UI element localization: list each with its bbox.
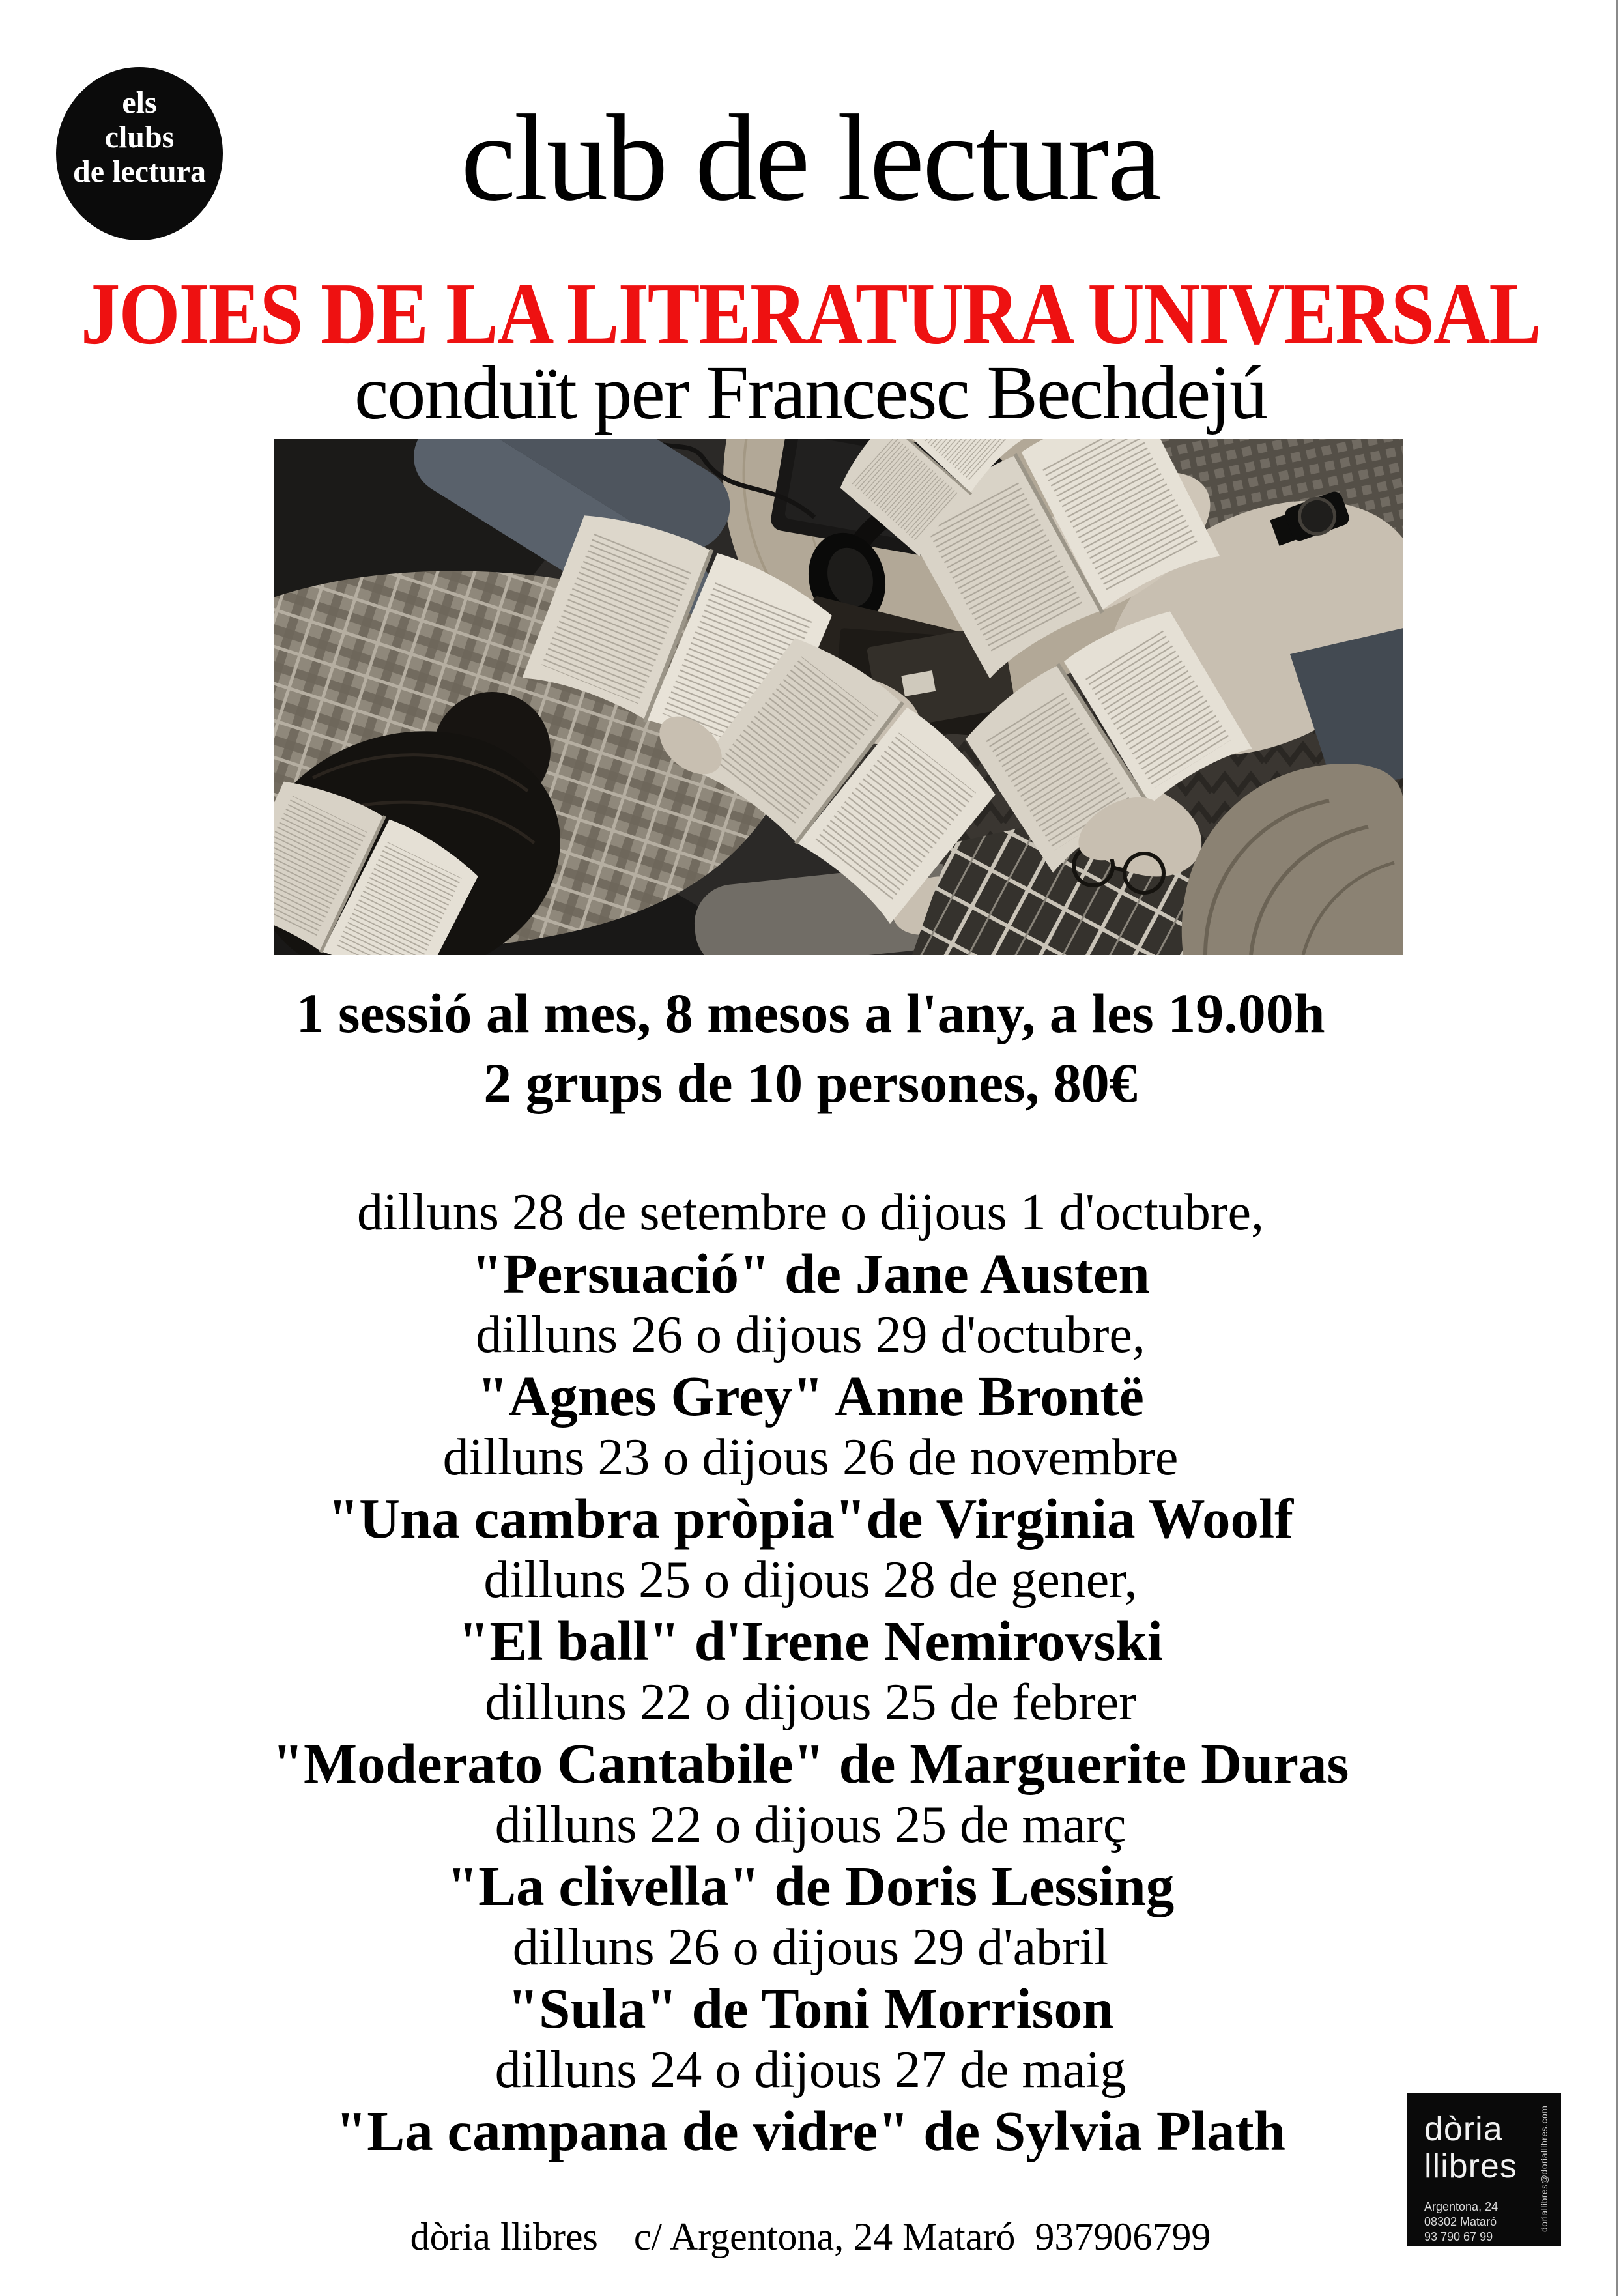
- bookstore-phone: 937906799: [1035, 2215, 1211, 2258]
- logo-address-line-3: 93 790 67 99: [1424, 2230, 1493, 2243]
- badge-line-2: clubs: [104, 119, 175, 154]
- logo-name-line-1: dòria: [1424, 2110, 1503, 2148]
- logo-address-line-1: Argentona, 24: [1424, 2200, 1499, 2213]
- session-book: "Moderato Cantabile" de Marguerite Duras: [272, 1732, 1349, 1795]
- badge-line-1: els: [122, 85, 157, 120]
- logo-address-line-2: 08302 Mataró: [1424, 2215, 1497, 2228]
- session-dates: dilluns 22 o dijous 25 de febrer: [485, 1674, 1136, 1731]
- session-dates: dilluns 24 o dijous 27 de maig: [495, 2041, 1126, 2099]
- page-title: club de lectura: [461, 90, 1160, 227]
- session-dates: dilluns 25 o dijous 28 de gener,: [483, 1551, 1138, 1609]
- session-book: "Sula" de Toni Morrison: [507, 1977, 1114, 2040]
- session-info: [0, 979, 1621, 1118]
- course-title: JOIES DE LA LITERATURA UNIVERSAL: [80, 265, 1541, 364]
- doria-llibres-logo-email: doriallibres@doriallibres.com: [1539, 2105, 1549, 2232]
- schedule-list: [0, 1182, 1621, 2162]
- badge-line-3: de lectura: [73, 154, 206, 189]
- session-book: "Una cambra pròpia"de Virginia Woolf: [327, 1487, 1294, 1550]
- reading-group-photo: [274, 439, 1403, 955]
- bookstore-address: c/ Argentona, 24 Mataró: [633, 2215, 1016, 2258]
- session-book: "Agnes Grey" Anne Brontë: [477, 1364, 1144, 1428]
- bookstore-contact-line: [0, 2214, 1621, 2260]
- session-dates: dilluns 28 de setembre o dijous 1 d'octubre,: [357, 1184, 1264, 1241]
- bookstore-name: dòria llibres: [410, 2215, 598, 2258]
- session-book: "La clivella" de Doris Lessing: [446, 1854, 1175, 1917]
- session-dates: dilluns 22 o dijous 25 de març: [495, 1796, 1126, 1854]
- doria-llibres-logo-address: [1424, 2200, 1498, 2245]
- page-edge-line: [1616, 0, 1618, 2296]
- logo-name-line-2: llibres: [1424, 2147, 1517, 2185]
- doria-llibres-logo: [1407, 2093, 1561, 2246]
- session-dates: dilluns 26 o dijous 29 d'abril: [512, 1919, 1109, 1976]
- conductor-line: conduït per Francesc Bechdejú: [354, 350, 1267, 435]
- session-book: "La campana de vidre" de Sylvia Plath: [335, 2099, 1286, 2162]
- session-dates: dilluns 23 o dijous 26 de novembre: [442, 1429, 1179, 1486]
- session-info-line-2: 2 grups de 10 persones, 80€: [483, 1052, 1138, 1114]
- session-book: "Persuació" de Jane Austen: [471, 1242, 1150, 1305]
- reading-group-photo-illustration: [274, 439, 1403, 955]
- session-dates: dilluns 26 o dijous 29 d'octubre,: [476, 1306, 1145, 1364]
- session-book: "El ball" d'Irene Nemirovski: [458, 1609, 1163, 1672]
- doria-llibres-logo-name: [1424, 2111, 1517, 2185]
- session-info-line-1: 1 sessió al mes, 8 mesos a l'any, a les 19.00h: [296, 982, 1325, 1044]
